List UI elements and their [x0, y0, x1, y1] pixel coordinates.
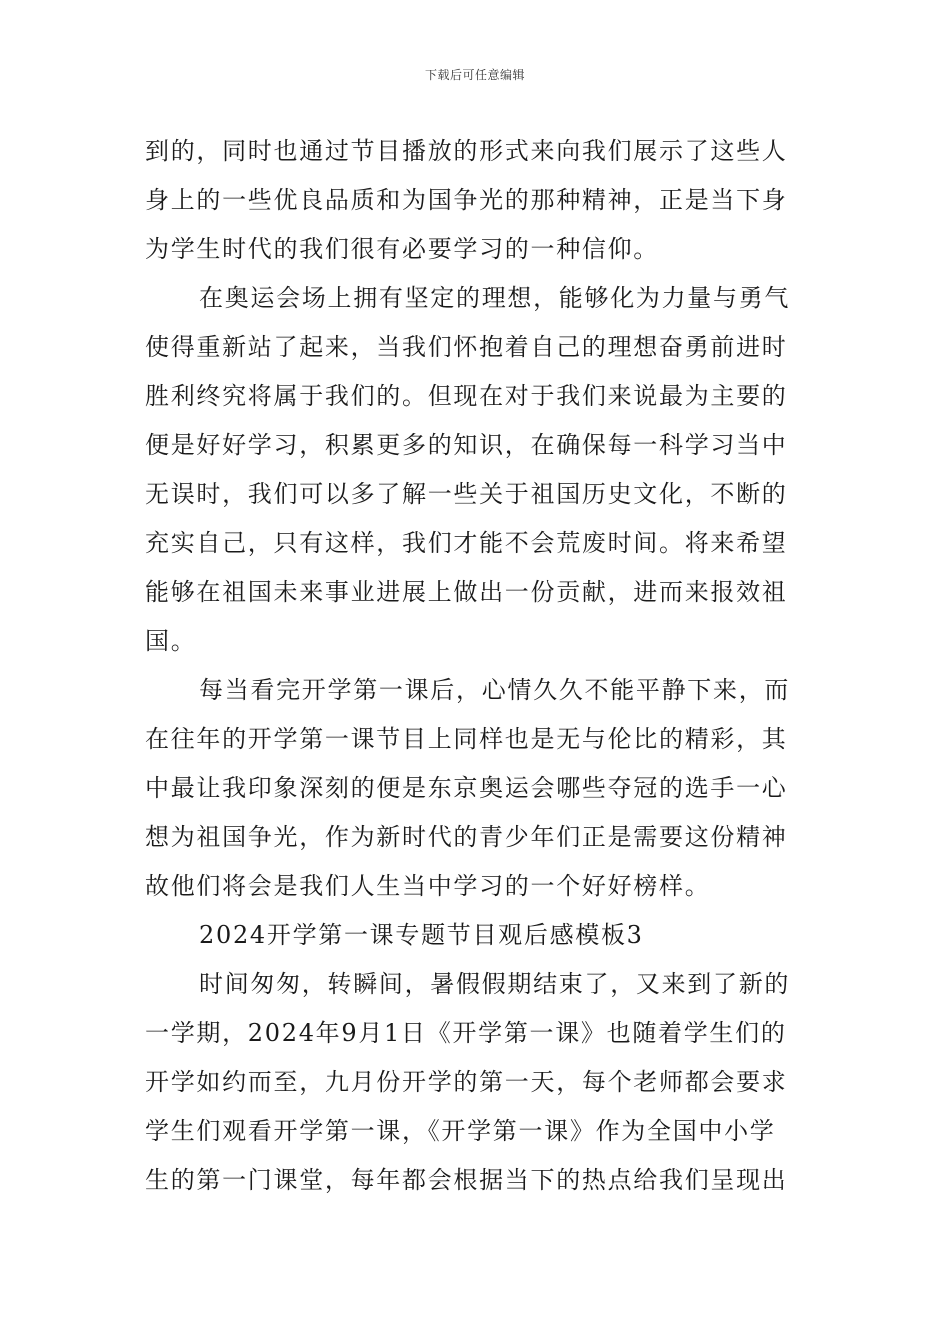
text-line: 中最让我印象深刻的便是东京奥运会哪些夺冠的选手一心: [145, 774, 788, 802]
text-line: 充实自己，只有这样，我们才能不会荒废时间。将来希望: [145, 529, 788, 557]
text-line: 一学期，2024年9月1日《开学第一课》也随着学生们的: [145, 1019, 787, 1047]
section-heading: 2024开学第一课专题节目观后感模板3: [199, 921, 644, 949]
text-line: 为学生时代的我们很有必要学习的一种信仰。: [145, 235, 659, 263]
text-line: 胜利终究将属于我们的。但现在对于我们来说最为主要的: [145, 382, 788, 410]
text-line: 能够在祖国未来事业进展上做出一份贡献，进而来报效祖: [145, 578, 788, 606]
text-line: 无误时，我们可以多了解一些关于祖国历史文化，不断的: [145, 480, 788, 508]
text-line: 开学如约而至，九月份开学的第一天，每个老师都会要求: [145, 1068, 788, 1096]
text-line: 生的第一门课堂，每年都会根据当下的热点给我们呈现出: [145, 1166, 788, 1194]
paragraph-start-line: 每当看完开学第一课后，心情久久不能平静下来，而: [199, 676, 791, 704]
header-note: 下载后可任意编辑: [424, 68, 525, 82]
paragraph-start-line: 在奥运会场上拥有坚定的理想，能够化为力量与勇气: [199, 284, 791, 312]
text-line: 身上的一些优良品质和为国争光的那种精神，正是当下身: [145, 186, 788, 214]
body-text: [145, 127, 805, 1205]
text-line: 在往年的开学第一课节目上同样也是无与伦比的精彩，其: [145, 725, 788, 753]
text-line: 到的，同时也通过节目播放的形式来向我们展示了这些人: [145, 137, 788, 165]
text-line: 学生们观看开学第一课，《开学第一课》作为全国中小学: [145, 1117, 776, 1145]
text-line: 国。: [145, 627, 197, 655]
text-line: 使得重新站了起来，当我们怀抱着自己的理想奋勇前进时: [145, 333, 788, 361]
text-line: 故他们将会是我们人生当中学习的一个好好榜样。: [145, 872, 711, 900]
text-line: 想为祖国争光，作为新时代的青少年们正是需要这份精神: [145, 823, 788, 851]
text-line: 便是好好学习，积累更多的知识，在确保每一科学习当中: [145, 431, 788, 459]
paragraph-start-line: 时间匆匆，转瞬间，暑假假期结束了，又来到了新的: [199, 970, 791, 998]
